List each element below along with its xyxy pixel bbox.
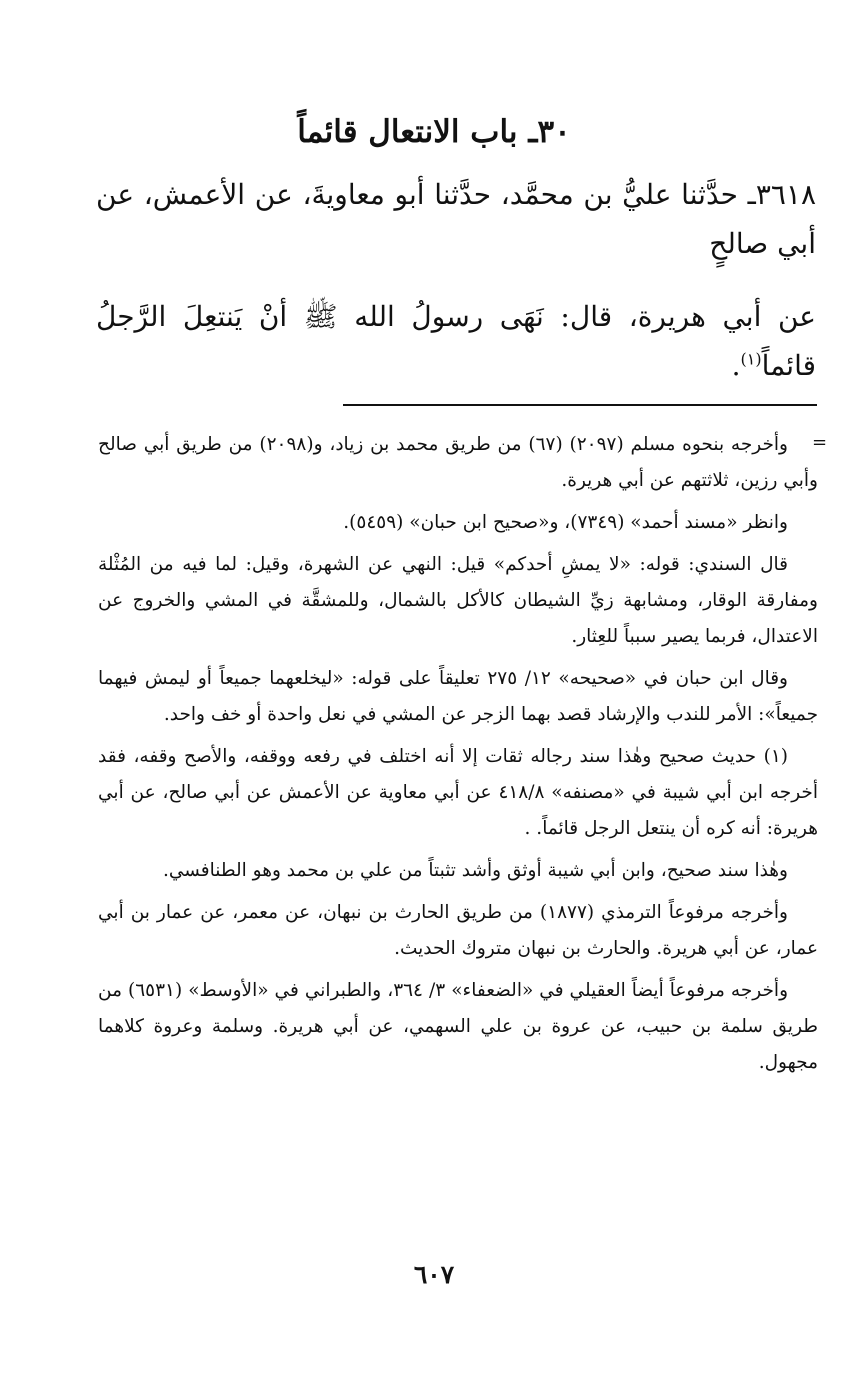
footnote-paragraph: وأخرجه مرفوعاً أيضاً العقيلي في «الضعفاء» ٣/ ٣٦٤، والطبراني في «الأوسط» (٦٥٣١) من طريق سلمة بن حبيب، عن عروة بن علي السهمي، عن أبي هريرة. وسلمة وعروة كلاهما مجهول. (98, 980, 818, 1073)
footnote-paragraph: وقال ابن حبان في «صحيحه» ١٢/ ٢٧٥ تعليقاً على قوله: «ليخلعهما جميعاً أو ليمش فيهما جميعاً»: الأمر للندب والإرشاد قصد بهما الزجر عن المشي في نعل واحدة أو خف واحد. (98, 668, 818, 725)
footnote-paragraph: وأخرجه مرفوعاً الترمذي (١٨٧٧) من طريق الحارث بن نبهان، عن معمر، عن عمار بن أبي عمار، عن أبي هريرة. والحارث بن نبهان متروك الحديث. (98, 902, 818, 959)
chapter-title: ٣٠ـ باب الانتعال قائماً (297, 114, 571, 150)
footnote-paragraph: وأخرجه بنحوه مسلم (٢٠٩٧) (٦٧) من طريق محمد بن زياد، و(٢٠٩٨) من طريق أبي صالح وأبي رزين، ثلاثتهم عن أبي هريرة. (98, 434, 818, 491)
footnote-paragraph: وانظر «مسند أحمد» (٧٣٤٩)، و«صحيح ابن حبان» (٥٤٥٩). (343, 512, 788, 533)
footnotes-section (98, 427, 818, 1087)
footnote-reference: (١) (740, 349, 762, 369)
footnote-paragraph: قال السندي: قوله: «لا يمشِ أحدكم» قيل: النهي عن الشهرة، وقيل: لما فيه من المُثْلة ومفارقة الوقار، ومشابهة زيِّ الشيطان كالأكل بالشمال، وللمشقَّة في المشي والخروج عن الاعتدال، فربما يصير سبباً للعِثار. (98, 554, 818, 647)
page-number: ٦٠٧ (413, 1260, 455, 1289)
continuation-mark: = (812, 432, 828, 453)
footnote-paragraph: (١) حديث صحيح وهٰذا سند رجاله ثقات إلا أنه اختلف في رفعه ووقفه، والأصح وقفه، فقد أخرجه ابن أبي شيبة في «مصنفه» ٤١٨/٨ عن أبي معاوية عن الأعمش عن أبي صالح، عن أبي هريرة: أنه كره أن ينتعل الرجل قائماً. . (98, 746, 818, 839)
hadith-isnad: ٣٦١٨ـ حدَّثنا عليُّ بن محمَّد، حدَّثنا أبو معاويةَ، عن الأعمش، عن أبي صالحٍ (96, 178, 816, 260)
footnote-paragraph: وهٰذا سند صحيح، وابن أبي شيبة أوثق وأشد تثبتاً من علي بن محمد وهو الطنافسي. (162, 860, 788, 881)
hadith-matn-end: . (731, 349, 741, 382)
hadith-matn-text: عن أبي هريرة، قال: نَهَى رسولُ الله ﷺ أنْ يَنتعِلَ الرَّجلُ قائماً (96, 300, 816, 382)
hadith-matn (96, 292, 816, 390)
footnote-separator-rule (343, 404, 817, 406)
